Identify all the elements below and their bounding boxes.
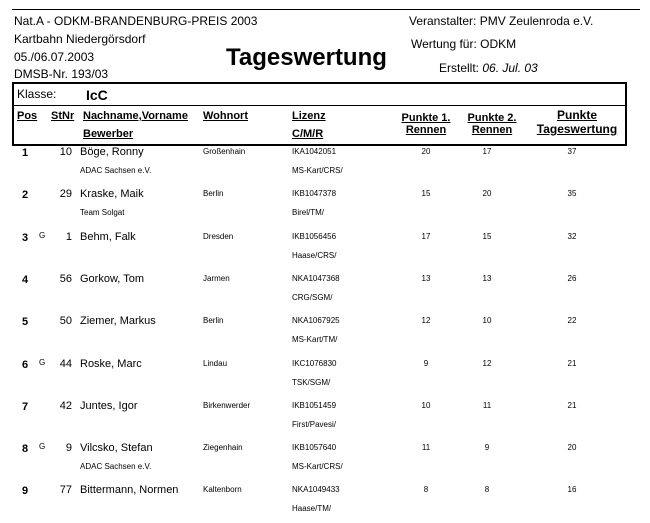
row-start-number: 10: [59, 146, 72, 158]
col-points-race1: [391, 112, 461, 136]
col-bewerber: Bewerber: [83, 128, 134, 140]
row-start-number: 9: [65, 442, 72, 455]
row-hometown: Jarmen: [203, 273, 230, 283]
row-license: IKB1047378: [292, 189, 337, 199]
table-row: [0, 228, 650, 270]
col-cmr: C/M/R: [292, 128, 324, 140]
table-row: [0, 185, 650, 227]
row-chassis-motor-tire: CRG/SGM/: [292, 292, 333, 302]
created-value: 06. Jul. 03: [482, 61, 538, 75]
row-start-number: 56: [59, 272, 72, 285]
col-wohnort: Wohnort: [203, 110, 249, 122]
row-license: NKA1049433: [292, 485, 340, 495]
row-start-number: 1: [65, 230, 72, 243]
row-points-total: 20: [567, 443, 577, 453]
row-position: 5: [22, 316, 29, 329]
row-points-race1: 20: [421, 147, 431, 156]
rating: [411, 37, 516, 51]
rating-value: ODKM: [480, 37, 517, 51]
row-points-total: 26: [567, 273, 577, 283]
row-chassis-motor-tire: Birel/TM/: [292, 208, 324, 218]
row-start-number: 50: [59, 315, 72, 328]
organizer: Veranstalter: PMV Zeulenroda e.V.: [409, 14, 594, 28]
row-points-race2: 15: [482, 231, 492, 241]
row-license: NKA1047368: [292, 273, 340, 283]
row-license: IKB1051459: [292, 400, 337, 410]
row-g-flag: G: [39, 230, 46, 240]
row-hometown: Kaltenborn: [203, 485, 242, 495]
row-position: 9: [22, 485, 29, 498]
row-chassis-motor-tire: TSK/SGM/: [292, 377, 331, 387]
row-hometown: Dresden: [203, 231, 234, 241]
table-row: [0, 355, 650, 397]
row-license: IKC1076830: [292, 358, 337, 368]
row-points-race2: 9: [484, 443, 490, 453]
row-position: 4: [22, 273, 29, 286]
row-points-race1: 8: [423, 485, 429, 495]
row-hometown: Berlin: [203, 189, 224, 199]
row-driver-name: Behm, Falk: [80, 230, 136, 243]
row-points-race2: 12: [482, 358, 492, 368]
row-license: IKB1057640: [292, 443, 337, 453]
row-points-race1: 10: [421, 400, 431, 410]
row-position: 3: [22, 231, 29, 244]
row-points-race2: 13: [482, 273, 492, 283]
row-g-flag: G: [39, 442, 46, 452]
col-points-total-line1: Punkte: [556, 108, 597, 122]
col-points-race1-line2: Rennen: [405, 124, 447, 136]
created-label: Erstellt:: [439, 61, 480, 75]
page-title: Tageswertung: [226, 44, 387, 71]
col-points-total-line2: Tageswertung: [536, 122, 618, 136]
row-points-total: 16: [567, 485, 577, 495]
row-chassis-motor-tire: Haase/CRS/: [292, 250, 337, 260]
row-chassis-motor-tire: MS-Kart/CRS/: [292, 462, 343, 472]
table-row: [0, 312, 650, 354]
row-chassis-motor-tire: First/Pavesi/: [292, 419, 337, 429]
row-points-race2: 8: [484, 485, 490, 495]
row-points-total: 32: [567, 231, 577, 241]
row-points-total: 21: [567, 400, 577, 410]
table-row: [0, 270, 650, 312]
row-points-race1: 15: [421, 189, 431, 199]
col-stnr: StNr: [51, 110, 75, 122]
row-points-race2: 20: [482, 189, 492, 199]
box-divider: [14, 105, 625, 106]
row-chassis-motor-tire: MS-Kart/TM/: [292, 335, 338, 345]
col-points-race2: [457, 112, 527, 136]
row-hometown: Birkenwerder: [203, 400, 251, 410]
row-driver-name: Ziemer, Markus: [80, 315, 156, 328]
row-driver-name: Bittermann, Normen: [80, 484, 179, 497]
row-chassis-motor-tire: MS-Kart/CRS/: [292, 166, 343, 175]
col-pos: Pos: [17, 110, 38, 122]
row-driver-name: Kraske, Maik: [80, 188, 144, 201]
klasse-label: Klasse:: [17, 87, 57, 101]
row-chassis-motor-tire: Haase/TM/: [292, 504, 332, 514]
row-start-number: 77: [59, 484, 72, 497]
row-start-number: 29: [59, 188, 72, 201]
row-g-flag: G: [39, 357, 46, 367]
row-start-number: 42: [59, 399, 72, 412]
row-points-race1: 17: [421, 231, 431, 241]
row-points-total: 35: [567, 189, 577, 199]
table-row: [0, 439, 650, 481]
track-name: Kartbahn Niedergörsdorf: [14, 32, 146, 46]
row-driver-name: Juntes, Igor: [80, 399, 138, 412]
col-points-total: [532, 108, 622, 136]
row-points-race2: 10: [482, 316, 492, 326]
col-name: Nachname,Vorname: [83, 110, 188, 122]
row-entrant: Team Solgat: [80, 208, 125, 218]
row-position: 6: [22, 358, 29, 371]
col-lizenz: Lizenz: [292, 110, 326, 122]
table-row: [0, 481, 650, 523]
rating-label: Wertung für:: [411, 37, 477, 51]
row-hometown: Großenhain: [203, 147, 246, 156]
row-entrant: ADAC Sachsen e.V.: [80, 166, 152, 175]
col-points-race1-line1: Punkte 1.: [401, 112, 451, 124]
created-date: [439, 61, 538, 75]
col-points-race2-line1: Punkte 2.: [467, 112, 517, 124]
row-license: NKA1067925: [292, 316, 340, 326]
col-points-race2-line2: Rennen: [471, 124, 513, 136]
dmsb-number: DMSB-Nr. 193/03: [14, 67, 109, 81]
row-hometown: Lindau: [203, 358, 228, 368]
event-dates: 05./06.07.2003: [14, 50, 95, 64]
row-points-race1: 11: [421, 443, 431, 453]
row-hometown: Berlin: [203, 316, 224, 326]
row-driver-name: Roske, Marc: [80, 357, 142, 370]
event-name: Nat.A - ODKM-BRANDENBURG-PREIS 2003: [14, 14, 258, 28]
row-position: 1: [22, 147, 29, 159]
row-points-race1: 13: [421, 273, 431, 283]
row-points-total: 22: [567, 316, 577, 326]
row-points-race1: 9: [423, 358, 429, 368]
row-points-race2: 17: [482, 147, 492, 156]
top-rule: [12, 9, 640, 10]
row-start-number: 44: [59, 357, 72, 370]
row-hometown: Ziegenhain: [203, 443, 243, 453]
row-driver-name: Böge, Ronny: [80, 146, 144, 158]
row-points-total: 21: [567, 358, 577, 368]
row-points-race2: 11: [482, 400, 492, 410]
row-driver-name: Gorkow, Tom: [80, 272, 144, 285]
row-position: 8: [22, 443, 29, 456]
row-driver-name: Vilcsko, Stefan: [80, 442, 153, 455]
row-position: 2: [22, 189, 29, 202]
row-entrant: ADAC Sachsen e.V.: [80, 462, 152, 472]
table-row: [0, 397, 650, 439]
row-position: 7: [22, 400, 29, 413]
row-points-race1: 12: [421, 316, 431, 326]
table-row: [0, 143, 650, 185]
klasse-value: IcC: [86, 87, 108, 103]
row-points-total: 37: [567, 147, 577, 156]
row-license: IKB1056456: [292, 231, 337, 241]
row-license: IKA1042051: [292, 147, 337, 156]
